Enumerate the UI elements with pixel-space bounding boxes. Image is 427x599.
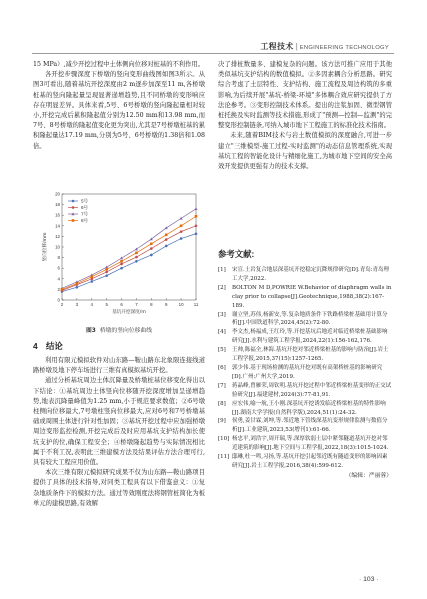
x-tick-label: 9 [164,302,168,307]
data-point [76,286,79,289]
data-point [150,247,153,250]
y-tick-label: 10 [55,244,60,250]
reference-number: [1] [218,267,226,273]
data-point [61,288,64,291]
reference-item [218,311,392,329]
y-tick-label: 4 [57,276,60,282]
x-tick-label: 5 [105,302,108,307]
reference-number: [10] [218,436,230,443]
data-point [165,238,168,241]
reference-text: 谢立坚,苏伟,杨新安,等.复杂地质条件下铁路桥梁桩基础用计算分析[J].中国铁道科学,2024,45(2):72-80. [232,311,388,327]
figure-3-chart [40,188,202,320]
reference-number: [7] [218,382,226,389]
series-line [62,226,196,291]
y-tick-label: 16 [55,212,60,218]
data-point [195,225,198,228]
x-tick-label: 3 [75,302,79,307]
y-tick-label: 12 [55,233,60,239]
reference-number: [6] [218,364,226,371]
data-point [180,217,183,220]
reference-item [218,382,392,400]
running-header [197,41,389,52]
figure-label: 图3 [85,328,96,334]
data-point [76,282,79,285]
page-number: · 103 · [359,576,379,583]
y-tick-label: 2 [57,286,60,292]
data-point [165,226,168,229]
data-point [105,271,108,274]
paragraph: 利用有限元模拟软件对山东路—鞍山路东北象限连接线道路桥墩及地下停车场进行三维有真模拟基坑开挖。 [33,357,205,375]
reference-item [218,435,392,453]
chart-svg [40,188,202,320]
data-point [120,267,123,270]
reference-text: 侯勇,姜甘霖,刘坤,等.邻近地下管线深基坑变形规律监测与数值分析[J].工业建筑,2023,53(增刊1):61-66. [232,418,388,434]
reference-text: 宋宣.土岩复合地层深基坑开挖稳定沉降规律研究[D].青岛:青岛理工大学,2022. [232,267,390,282]
y-tick-label: 8 [57,255,60,261]
data-point [165,245,168,248]
right-column [218,60,392,172]
legend-label: 6号 [81,205,89,211]
paragraph: 本次三维有限元模拟研究成果不仅为山东路—鞍山路项目提供了具体的技术指导,对同类工程具有以下借鉴意义：①复杂地质条件下的模拟方法。通过等效刚度法将钢管桩简化为板单元的建模思路,有效解 [33,469,205,507]
series-line [62,216,196,289]
reference-number: [4] [218,329,226,336]
y-tick-label: 14 [55,223,60,229]
figure-title: 桥墩的竖向位移曲线 [99,328,153,334]
reference-item [218,364,392,382]
y-axis-label: 竖向位移/mm [43,232,48,262]
data-point [195,232,198,235]
data-point [135,256,138,259]
reference-text: 邸琳,杜一鸣,习扬,等.基坑开挖引起邻近既有隧道变形的影响因素研究[J].岩土工程学报,2016,38(4):599-612. [232,454,388,469]
y-tick-label: 18 [55,202,60,208]
reference-item [218,328,392,346]
reference-item [218,284,392,311]
data-point [180,230,183,233]
reference-item [218,453,392,471]
reference-item [218,400,392,418]
data-point [150,243,153,246]
data-point [135,260,138,263]
x-tick-label: 2 [60,302,64,307]
x-tick-label: 7 [135,302,138,307]
reference-item [218,417,392,435]
data-point [90,280,93,283]
reference-text: 郭少伟.基于现场检测的基坑开挖对既有高架桥桩基的影响研究[D].广州:广州大学,2019. [232,364,383,380]
editor-credit: （编辑：严丽蓉） [345,472,392,479]
reference-text: BOLTON M D,POWRIE W.Behavior of diaphragm walls in clay prior to collapse[J].Geotechnique,1988,38(2):167-189. [232,284,392,309]
x-tick-label: 10 [178,302,184,307]
figure-caption [33,325,205,334]
x-tick-label: 11 [193,302,199,307]
paragraph: 通过分析基坑周边土体沉降量及桥墩桩基位移变化得出以下结论：①基坑周边土体竖向位移随开挖深度增加呈递增趋势,地表沉降量峰值为1.25 mm,小于规范要求数值；②6号墩柱侧向位移最大,7号墩柱竖向位移最大,应对6号和7号桥墩基础或周围土体进行针对性加固；③基坑开挖过程中应加强桥墩周边变形监控检测,开挖完成后及时应用基坑支护结构加长使坑支护的位,确保工程安全；④桥墩隆起趋势与实际情况相比属于不利工况,表明此三维建模方法及结果评估方法合理可行,具有较大工程应用价值。 [33,377,205,467]
paragraph: 决了排桩数量多、建模复杂的问题。该方法可推广应用于其他类似基坑支护结构的数值模拟。②多因素耦合分析思路。研究综合考虑了土层特性、支护结构、施工流程及周边构筑的多重影响,为后续开展"基坑-桥梁-环境"多体耦合效应研究提供了方法论参考。③变形控制技术体系。提出的注浆加固、微型钢管桩托换及实时监测等技术措施,形成了"预测—控制—监测"的完整变形控制链条,可纳入城市地下工程施工的标准化技术指南。 [218,61,392,130]
reference-item [218,266,392,284]
reference-number: [2] [218,284,226,291]
reference-number: [3] [218,311,226,318]
data-point [120,257,123,260]
data-point [195,207,198,210]
reference-number: [5] [218,347,226,354]
data-point [135,248,138,251]
legend-marker [72,219,75,222]
y-tick-label: 0 [57,297,60,303]
reference-number: [8] [218,400,226,407]
reference-text: 王帅,陈福全,林海.基坑开挖对邻近桥梁桩基的影响与防治[J].岩土工程学报,2015,37(15):1257-1265. [232,347,389,363]
data-point [120,260,123,263]
data-point [195,215,198,218]
data-point [165,234,168,237]
reference-text: 蒋晶峰,曾雁荣,周钦明.基坑开挖过程中邻近桥梁桩基变形的正交试验研究[J].福建建材,2024(3):77-81,91. [232,382,392,398]
data-point [105,266,108,269]
data-point [135,252,138,255]
paragraph: 各开挖步骤深度下桥墩的竖向变形曲线图如图3所示。从图3可看出,随着基坑开挖深度由2 m逐步加深至11 m,各桥墩桩基的竖向隆起量呈现显著递增趋势,且不同桥墩的变形响应存在明显差异。具体来看,5号、6号桥墩的竖向隆起量相对较小,开挖完成后累积隆起值分别为12.50 mm和13.98 mm,而7号、8号桥墩的隆起值变化更为突出,尤其是7号桥墩桩基的累积隆起量达17.19 mm,分别为5号、6号桥墩的1.38倍和1.08倍。 [33,71,205,150]
paragraph: 15 MPa）,减少开挖过程中土体侧向位移对桩基的不利作用。 [33,61,204,68]
data-point [90,275,93,278]
header-section-en: ENGINEERING TECHNOLOGY [299,45,389,51]
header-section-cn: 工程技术 [260,42,294,51]
paragraph: 未来,随着BIM技术与岩土数值模拟的深度融合,可进一步建立"三维模型-施工过程-实时监测"的动态信息管理系统,实现基坑工程的智能化设计与精细化施工,为城市地下空间的安全高效开发提供更强有力的技术支撑。 [218,132,392,171]
conclusion-body [33,356,205,509]
data-point [180,225,183,228]
legend-label: 8号 [81,218,89,224]
data-point [150,254,153,257]
legend-label: 5号 [81,198,89,204]
x-tick-label: 8 [150,302,153,307]
reference-number: [11] [218,454,230,461]
y-tick-label: 6 [57,265,60,271]
data-point [120,263,123,266]
legend-marker [72,200,75,203]
data-point [180,237,183,240]
reference-text: 应宏伟,喻一航,王小刚.深基坑开挖诱发临近桥梁桩基的特性影响[J].湖南大学学报(自然科学版),2024,51(1):24-32. [232,400,386,416]
data-point [105,274,108,277]
legend-label: 7号 [81,211,89,217]
x-tick-label: 6 [120,302,123,307]
section-heading-references: 参考文献: [218,249,255,259]
header-rule [32,53,394,54]
y-tick-label: 20 [55,191,60,197]
reference-item [218,346,392,364]
reference-list [218,266,392,481]
legend-marker [72,206,75,209]
header-separator: | [295,42,298,51]
x-axis-label: 基坑开挖深度/m [112,310,146,315]
reference-text: 杨忠平,刘浩宇,周开瑞,等.深厚软弱土层中紧邻隧道基坑开挖对邻近建筑的影响[J].地下空间与工程学报,2022,18(3):1015-1024. [232,436,389,452]
reference-number: [9] [218,418,226,425]
reference-text: 李文杰,杨福成,王红玲,等.开挖基坑后地近对临近桥梁桩基础影响研究[J].水利与建筑工程学报,2024,22(1):156-162,176. [232,329,388,345]
section-heading-conclusion: 4 结论 [33,341,63,351]
x-tick-label: 4 [90,302,94,307]
data-point [105,268,108,271]
